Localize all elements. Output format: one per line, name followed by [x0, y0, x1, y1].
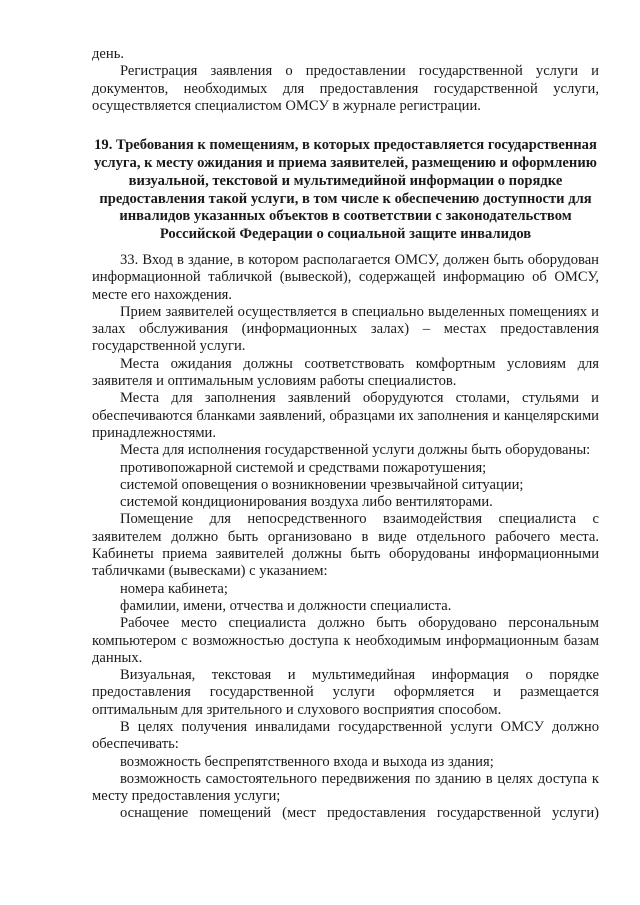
paragraph: Места для заполнения заявлений оборудуются столами, стульями и обеспечиваются бланками заявлений, образцами их заполнения и канцелярскими принадлежностями. [92, 390, 599, 441]
paragraph: 33. Вход в здание, в котором располагается ОМСУ, должен быть оборудован информационной табличкой (вывеской), содержащей информацию об ОМСУ, месте его нахождения. [92, 251, 599, 303]
list-item: возможность беспрепятственного входа и выхода из здания; [120, 753, 494, 770]
list-item: системой кондиционирования воздуха либо вентиляторами. [120, 494, 493, 511]
continuation-text: день. [92, 46, 125, 62]
list-item: номера кабинета; [120, 580, 228, 597]
document-body [92, 46, 599, 823]
paragraph: Места для исполнения государственной услуги должны быть оборудованы: [120, 442, 591, 459]
paragraph: Места ожидания должны соответствовать комфортным условиям для заявителя и оптимальным условиям работы специалистов. [92, 355, 599, 390]
list-item: системой оповещения о возникновении чрезвычайной ситуации; [120, 476, 524, 493]
section-heading: 19. Требования к помещениям, в которых предоставляется государственная услуга, к месту ожидания и приема заявителей, размещению и оформлению визуальной, текстовой и мультимедийной информации о порядке предоставления такой услуги, в том числе к обеспечению доступности для инвалидов указанных объектов в соответствии с законодательством Российской Федерации о социальной защите инвалидов [94, 137, 597, 243]
paragraph: Помещение для непосредственного взаимодействия специалиста с заявителем должно быть организовано в виде отдельного рабочего места. Кабинеты приема заявителей должны быть оборудованы информационными табличками (вывесками) с указанием: [92, 511, 599, 580]
list-item: фамилии, имени, отчества и должности специалиста. [120, 597, 452, 614]
list-item: противопожарной системой и средствами пожаротушения; [120, 459, 487, 476]
registration-paragraph: Регистрация заявления о предоставлении государственной услуги и документов, необходимых для предоставления государственной услуги, осуществляется специалистом ОМСУ в журнале регистрации. [92, 63, 599, 114]
paragraph: Рабочее место специалиста должно быть оборудовано персональным компьютером с возможностью доступа к необходимым информационным базам данных. [92, 615, 599, 666]
list-item: возможность самостоятельного передвижения по зданию в целях доступа к месту предоставления услуги; [92, 770, 599, 805]
paragraph: Прием заявителей осуществляется в специально выделенных помещениях и залах обслуживания (информационных залах) – местах предоставления государственной услуги. [92, 303, 599, 355]
paragraph: В целях получения инвалидами государственной услуги ОМСУ должно обеспечивать: [92, 718, 599, 753]
list-item: оснащение помещений (мест предоставления государственной услуги) [120, 805, 599, 822]
paragraph: Визуальная, текстовая и мультимедийная информация о порядке предоставления государственной услуги оформляется и размещается оптимальным для зрительного и слухового восприятия способом. [92, 667, 599, 718]
